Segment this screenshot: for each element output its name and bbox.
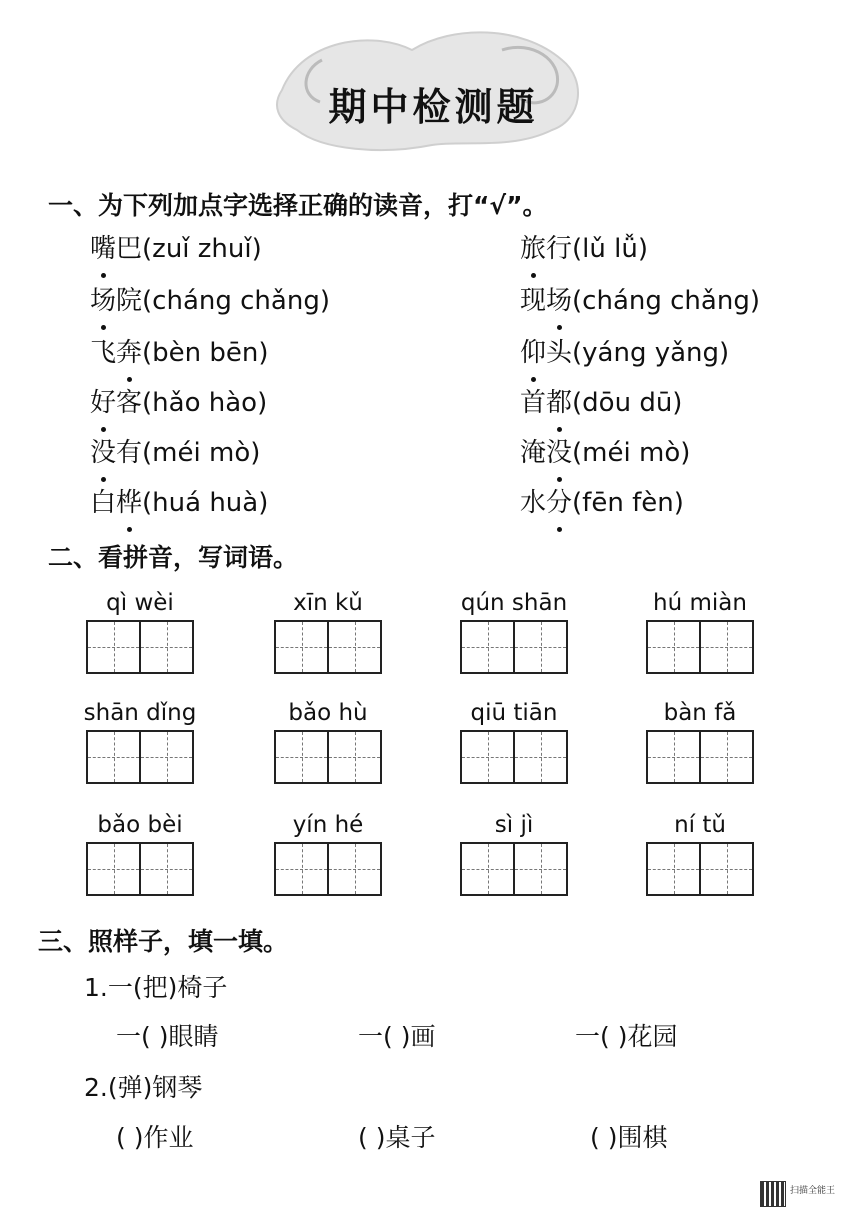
fill-blank-q1-b[interactable]: 一( )画 — [358, 1022, 436, 1051]
fill-blank-q2-b[interactable]: ( )桌子 — [358, 1123, 436, 1152]
emphasis-dot — [101, 325, 106, 330]
writing-grid-box[interactable] — [460, 842, 568, 896]
pinyin-label: xīn kǔ — [293, 590, 363, 616]
writing-grid-box[interactable] — [86, 620, 194, 674]
grid-cell[interactable] — [513, 844, 566, 894]
pinyin-label: qì wèi — [106, 590, 174, 616]
grid-cell[interactable] — [327, 622, 380, 672]
dotted-character: 场 — [90, 280, 116, 317]
pinyin-options[interactable]: (méi mò) — [142, 438, 261, 468]
pinyin-label: bǎo hù — [288, 700, 368, 726]
emphasis-dot — [127, 527, 132, 532]
grid-cell[interactable] — [327, 844, 380, 894]
pronunciation-item-left-1[interactable] — [90, 228, 262, 265]
pinyin-label: qiū tiān — [470, 700, 558, 726]
writing-grid-box[interactable] — [274, 842, 382, 896]
pinyin-options[interactable]: (cháng chǎng) — [142, 286, 330, 316]
fill-blank-q2-a[interactable]: ( )作业 — [116, 1123, 194, 1152]
grid-cell[interactable] — [276, 844, 327, 894]
dotted-character: 嘴 — [90, 228, 116, 265]
fill-blank-q1-a[interactable]: 一( )眼睛 — [116, 1022, 219, 1051]
pinyin-options[interactable]: (lǔ lǚ) — [572, 234, 648, 264]
grid-cell[interactable] — [699, 732, 752, 782]
word-character: 有 — [116, 438, 143, 468]
dotted-character: 好 — [90, 382, 116, 419]
writing-grid-box[interactable] — [646, 620, 754, 674]
dotted-character: 分 — [546, 482, 572, 519]
fill-blank-q2-c[interactable]: ( )围棋 — [590, 1123, 668, 1152]
pronunciation-item-left-3[interactable] — [90, 332, 269, 369]
writing-grid-box[interactable] — [86, 730, 194, 784]
grid-cell[interactable] — [139, 844, 192, 894]
grid-cell[interactable] — [513, 622, 566, 672]
emphasis-dot — [101, 273, 106, 278]
word-character: 首 — [520, 388, 547, 418]
grid-cell[interactable] — [88, 732, 139, 782]
word-character: 院 — [116, 286, 143, 316]
word-character: 淹 — [520, 438, 547, 468]
pinyin-options[interactable]: (cháng chǎng) — [572, 286, 760, 316]
emphasis-dot — [557, 527, 562, 532]
grid-cell[interactable] — [327, 732, 380, 782]
dotted-character: 旅 — [520, 228, 546, 265]
pronunciation-item-right-6[interactable] — [520, 482, 684, 519]
grid-cell[interactable] — [513, 732, 566, 782]
dotted-character: 场 — [546, 280, 572, 317]
grid-cell[interactable] — [462, 622, 513, 672]
pinyin-label: qún shān — [460, 590, 568, 616]
writing-grid-box[interactable] — [646, 730, 754, 784]
pinyin-options[interactable]: (dōu dū) — [572, 388, 683, 418]
grid-cell[interactable] — [462, 844, 513, 894]
grid-cell[interactable] — [699, 844, 752, 894]
word-character: 白 — [90, 488, 117, 518]
word-character: 头 — [546, 338, 573, 368]
pinyin-label: ní tǔ — [674, 812, 726, 838]
grid-cell[interactable] — [139, 732, 192, 782]
grid-cell[interactable] — [276, 732, 327, 782]
grid-cell[interactable] — [648, 844, 699, 894]
fill-blank-q1-c[interactable]: 一( )花园 — [575, 1022, 678, 1051]
example-1: 1.一(把)椅子 — [84, 973, 228, 1002]
pinyin-options[interactable]: (huá huà) — [142, 488, 269, 518]
dotted-character: 都 — [546, 382, 572, 419]
grid-cell[interactable] — [648, 732, 699, 782]
qr-code-icon — [760, 1181, 786, 1207]
grid-cell[interactable] — [88, 844, 139, 894]
pinyin-options[interactable]: (fēn fèn) — [572, 488, 684, 518]
pinyin-label: shān dǐng — [83, 700, 197, 726]
dotted-character: 没 — [90, 432, 116, 469]
dotted-character: 没 — [546, 432, 572, 469]
grid-cell[interactable] — [88, 622, 139, 672]
section-2-heading: 二、看拼音，写词语。 — [48, 543, 299, 572]
pronunciation-item-right-3[interactable] — [520, 332, 729, 369]
emphasis-dot — [557, 325, 562, 330]
pinyin-label: yín hé — [292, 812, 364, 838]
pronunciation-item-left-5[interactable] — [90, 432, 260, 469]
writing-grid-box[interactable] — [460, 730, 568, 784]
pronunciation-item-right-5[interactable] — [520, 432, 690, 469]
writing-grid-box[interactable] — [86, 842, 194, 896]
writing-grid-box[interactable] — [274, 730, 382, 784]
grid-cell[interactable] — [648, 622, 699, 672]
grid-cell[interactable] — [276, 622, 327, 672]
writing-grid-box[interactable] — [646, 842, 754, 896]
pinyin-label: hú miàn — [653, 590, 747, 616]
pronunciation-item-right-1[interactable] — [520, 228, 648, 265]
section-3-heading: 三、照样子，填一填。 — [38, 927, 289, 956]
dotted-character: 桦 — [116, 482, 142, 519]
word-character: 飞 — [90, 338, 117, 368]
grid-cell[interactable] — [139, 622, 192, 672]
pronunciation-item-right-2[interactable] — [520, 280, 760, 317]
section-1-heading: 一、为下列加点字选择正确的读音，打“√”。 — [48, 191, 548, 220]
pinyin-options[interactable]: (hǎo hào) — [142, 388, 268, 418]
word-character: 巴 — [116, 234, 143, 264]
page-title: 期中检测题 — [328, 85, 539, 129]
dotted-character: 仰 — [520, 332, 546, 369]
word-character: 现 — [520, 286, 547, 316]
pinyin-options[interactable]: (bèn bēn) — [142, 338, 269, 368]
pinyin-options[interactable]: (zuǐ zhuǐ) — [142, 234, 262, 264]
scanner-watermark: 扫描全能王 — [790, 1186, 836, 1196]
dotted-character: 奔 — [116, 332, 142, 369]
emphasis-dot — [531, 273, 536, 278]
pronunciation-item-right-4[interactable] — [520, 382, 682, 419]
grid-cell[interactable] — [462, 732, 513, 782]
pronunciation-item-left-4[interactable] — [90, 382, 267, 419]
example-2: 2.(弹)钢琴 — [84, 1073, 203, 1102]
grid-cell[interactable] — [699, 622, 752, 672]
writing-grid-box[interactable] — [274, 620, 382, 674]
pronunciation-item-left-6[interactable] — [90, 482, 268, 519]
word-character: 水 — [520, 488, 547, 518]
word-character: 行 — [546, 234, 573, 264]
pinyin-options[interactable]: (yáng yǎng) — [572, 338, 730, 368]
word-character: 客 — [116, 388, 143, 418]
pinyin-label: bàn fǎ — [663, 700, 737, 726]
pronunciation-item-left-2[interactable] — [90, 280, 330, 317]
pinyin-label: bǎo bèi — [97, 812, 183, 838]
pinyin-options[interactable]: (méi mò) — [572, 438, 691, 468]
writing-grid-box[interactable] — [460, 620, 568, 674]
pinyin-label: sì jì — [494, 812, 534, 838]
